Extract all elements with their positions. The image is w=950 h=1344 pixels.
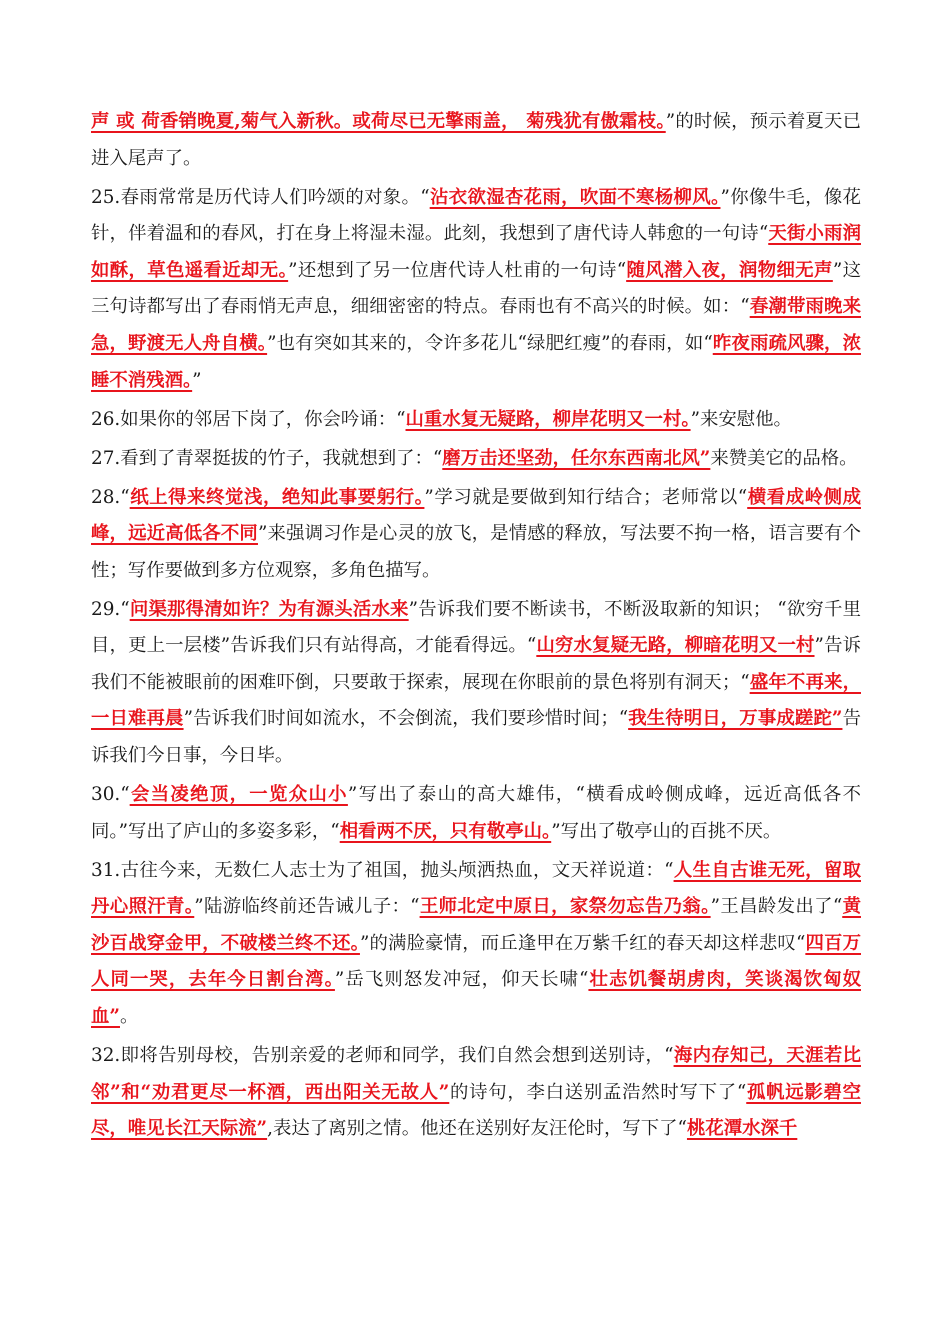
body-text: 的诗句，李白送别孟浩然时写下了“	[449, 1081, 747, 1103]
poem-quote-answer: 沾衣欲湿杏花雨，吹面不寒杨柳风。	[429, 186, 721, 208]
poem-quote-answer: 山穷水复疑无路，柳暗花明又一村	[536, 635, 815, 657]
paragraph-p31	[91, 853, 861, 1036]
poem-quote-answer: 横看成岭侧成峰，远近高低各不同	[91, 486, 861, 545]
body-text: ”岳飞则怒发冲冠，仰天长啸“	[334, 969, 589, 991]
poem-quote-answer: 随风潜入夜，润物细无声	[626, 259, 833, 281]
poem-quote-answer: 桃花潭水深千	[686, 1118, 798, 1140]
body-text: ”陆游临终前还告诫儿子：“	[194, 896, 420, 918]
poem-quote-answer: 天街小雨润如酥，草色遥看近却无。	[91, 223, 861, 281]
paragraph-p25	[91, 180, 861, 400]
body-text: 31.古往今来，无数仁人志士为了祖国，抛头颅洒热血，文天祥说道：“	[91, 859, 674, 881]
body-text: ”王昌龄发出了“	[710, 896, 843, 918]
poem-quote-answer: 昨夜雨疏风骤，浓睡不消残酒。	[91, 332, 861, 391]
poem-quote-answer: 磨万击还坚劲，任尔东西南北风”	[442, 447, 711, 469]
body-text: ”来强调习作是心灵的放飞，是情感的释放，写法要不拘一格，语言要有个性；写作要做到多方位观察，多角色描写。	[91, 523, 861, 581]
body-text: ”的时候，预示着夏天已进入尾声了。	[91, 111, 861, 169]
paragraph-p24-cont	[91, 104, 861, 177]
poem-quote-answer: 孤帆远影碧空尽，唯见长江天际流”	[91, 1081, 861, 1140]
body-text: 32.即将告别母校，告别亲爱的老师和同学，我们自然会想到送别诗，“	[91, 1044, 674, 1066]
body-text: ”还想到了另一位唐代诗人杜甫的一句诗“	[288, 259, 627, 281]
poem-quote-answer: 黄沙百战穿金甲，不破楼兰终不还。	[91, 896, 861, 954]
body-text: ”告诉我们要不断读书，不断汲取新的知识； “欲穷千里目，更上一层楼”告诉我们只有站得高，才能看得远。“	[91, 598, 861, 657]
body-text: ”	[192, 369, 202, 391]
body-text: ,表达了离别之情。他还在送别好友汪伦时，写下了“	[267, 1118, 687, 1140]
body-text: 30.“	[91, 784, 130, 806]
poem-quote-answer: 四百万人同一哭，去年今日割台湾。	[91, 932, 861, 991]
body-text: 29.“	[91, 598, 130, 620]
poem-quote-answer: 我生待明日，万事成蹉跎”	[628, 708, 843, 730]
poem-quote-answer: 问渠那得清如许？为有源头活水来	[129, 598, 409, 620]
body-text: ”告诉我们时间如流水，不会倒流，我们要珍惜时间；“	[183, 708, 629, 730]
body-text: ”也有突如其来的，令许多花儿“绿肥红瘦”的春雨，如“	[267, 332, 713, 354]
body-text: 28.“	[91, 486, 130, 508]
poem-quote-answer: 王师北定中原日，家祭勿忘告乃翁。	[419, 896, 711, 918]
poem-quote-answer: 春潮带雨晚来急，野渡无人舟自横。	[91, 296, 861, 354]
paragraph-p30	[91, 777, 861, 850]
document-body	[91, 104, 861, 1150]
paragraph-p28	[91, 480, 861, 590]
poem-quote-answer: 纸上得来终觉浅，绝知此事要躬行。	[129, 486, 425, 508]
poem-quote-answer: 山重水复无疑路，柳岸花明又一村。	[405, 408, 691, 430]
body-text: ”你像牛毛，像花针，伴着温和的春风，打在身上将湿未湿。此刻，我想到了唐代诗人韩愈的一句诗“	[91, 186, 861, 245]
paragraph-p29	[91, 592, 861, 775]
body-text: 来赞美它的品格。	[710, 447, 858, 469]
paragraph-p26	[91, 402, 861, 439]
body-text: ”告诉我们不能被眼前的困难吓倒，只要敢于探索，展现在你眼前的景色将别有洞天；“	[91, 635, 861, 693]
body-text: 告诉我们今日事，今日毕。	[91, 708, 861, 767]
body-text: ”这三句诗都写出了春雨悄无声息，细细密密的特点。春雨也有不高兴的时候。如：“	[91, 259, 861, 318]
poem-quote-answer: 相看两不厌，只有敬亭山。	[339, 820, 552, 842]
body-text: ”写出了泰山的高大雄伟，“横看成岭侧成峰，远近高低各不同。”写出了庐山的多姿多彩，“	[91, 784, 861, 842]
poem-quote-answer: 海内存知己，天涯若比邻”和“劝君更尽一杯酒，西出阳关无故人”	[91, 1044, 861, 1103]
body-text: ”写出了敬亭山的百挑不厌。	[551, 820, 782, 842]
body-text: ”学习就是要做到知行结合；老师常以“	[424, 486, 748, 508]
paragraph-p32	[91, 1038, 861, 1148]
poem-quote-answer: 声 或 荷香销晚夏,菊气入新秋。或荷尽已无擎雨盖， 菊残犹有傲霜枝。	[91, 111, 666, 132]
body-text: ”的满脸豪情，而丘逢甲在万紫千红的春天却这样悲叹“	[359, 932, 806, 954]
body-text: 26.如果你的邻居下岗了，你会吟诵：“	[91, 408, 406, 430]
body-text: 。	[119, 1005, 139, 1027]
body-text: ”来安慰他。	[690, 408, 792, 430]
poem-quote-answer: 人生自古谁无死，留取丹心照汗青。	[91, 859, 861, 918]
poem-quote-answer: 盛年不再来，一日难再晨	[91, 671, 861, 730]
poem-quote-answer: 壮志饥餐胡虏肉，笑谈渴饮匈奴血”	[91, 969, 861, 1027]
paragraph-p27	[91, 441, 861, 478]
body-text: 27.看到了青翠挺拔的竹子，我就想到了：“	[91, 447, 443, 469]
body-text: 25.春雨常常是历代诗人们吟颂的对象。“	[91, 186, 430, 208]
poem-quote-answer: 会当凌绝顶，一览众山小	[129, 784, 348, 806]
